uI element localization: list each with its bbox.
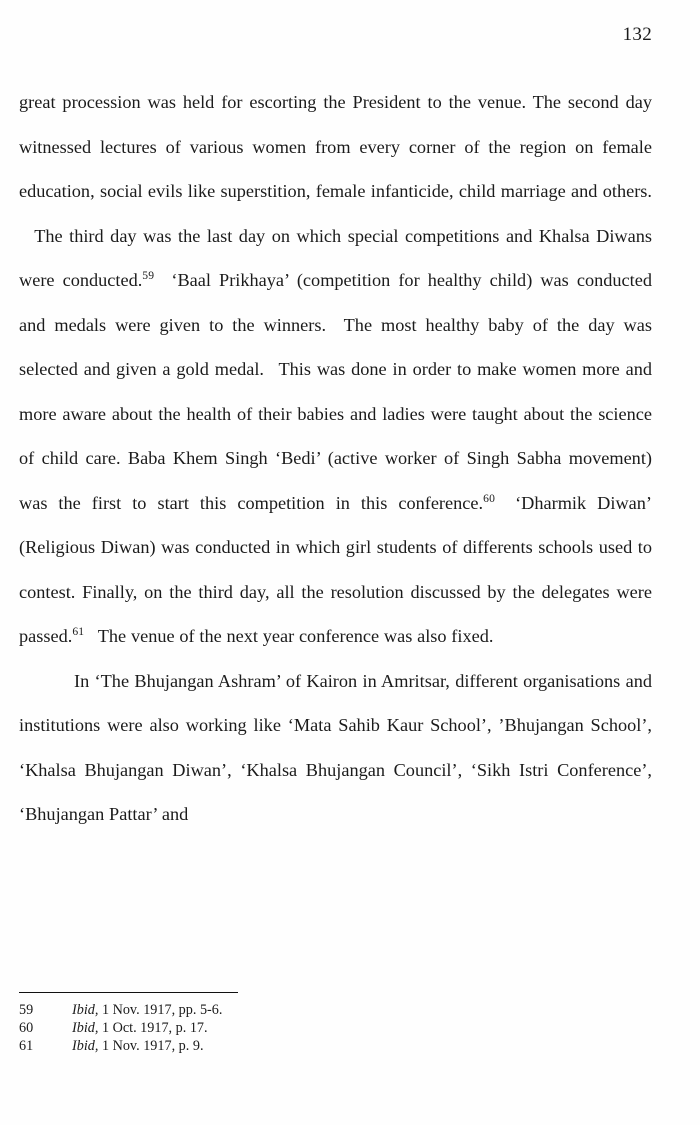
text-run: great procession was held for escorting the President to the venue. The second day witnessed lectures of various women from every corner of the region on female education, social evils like superstition, female infanticide, child marriage and others. (19, 92, 652, 201)
footnote-number: 61 (19, 1038, 34, 1055)
footnote-number: 59 (19, 1002, 34, 1018)
footnote-number: 60 (19, 1020, 34, 1037)
body-paragraph (19, 659, 652, 837)
text-run: ‘Dharmik Diwan’ (Religious Diwan) was conducted in which girl students of differents schools used to contest. Finally, on the third day, all the resolution discussed by the delegates were passed. (19, 492, 652, 646)
footnote-source: Ibid, (72, 1002, 99, 1018)
footnote-section (19, 992, 652, 1056)
body-text-block (19, 80, 652, 837)
text-run: The venue of the next year conference was also fixed. (93, 626, 494, 646)
footnote-item (19, 1037, 652, 1055)
footnote-list (19, 1001, 652, 1056)
footnote-item (19, 1001, 652, 1019)
footnote-citation: 1 Oct. 1917, p. 17. (98, 1020, 208, 1037)
text-run: ‘Baal Prikhaya’ (competition for healthy child) was conducted and medals were given to the winners. (19, 270, 652, 335)
footnote-item (19, 1019, 652, 1037)
body-paragraph (19, 80, 652, 659)
footnote-citation: 1 Nov. 1917, p. 9. (98, 1038, 204, 1055)
text-run: This was done in order to make women more and more aware about the health of their babies and ladies were taught about the science of child care. Baba Khem Singh ‘Bedi’ (active worker of Singh Sabha movement) was the first to start this competition in this conference. (19, 359, 652, 513)
text-run: The third day was the last day on which special competitions and Khalsa Diwans were conducted. (19, 225, 652, 290)
text-run: In ‘The Bhujangan Ashram’ of Kairon in Amritsar, different organisations and institutions were also working like ‘Mata Sahib Kaur School’, ’Bhujangan School’, ‘Khalsa Bhujangan Diwan’, ‘Khalsa Bhujangan Council’, ‘Sikh Istri Conference’, ‘Bhujangan Pattar’ and (19, 670, 652, 824)
footnote-reference[interactable]: 60 (483, 491, 496, 505)
footnote-citation: 1 Nov. 1917, pp. 5-6. (98, 1002, 223, 1018)
text-run: The most healthy baby of the day was selected and given a gold medal. (19, 314, 652, 379)
paragraph-list (19, 80, 652, 837)
footnote-source: Ibid, (72, 1020, 99, 1037)
footnote-reference[interactable]: 59 (142, 268, 155, 282)
footnote-reference[interactable]: 61 (72, 624, 85, 638)
footnote-source: Ibid, (72, 1038, 99, 1055)
page-number: 132 (622, 24, 652, 45)
footnote-separator-rule (19, 992, 238, 993)
